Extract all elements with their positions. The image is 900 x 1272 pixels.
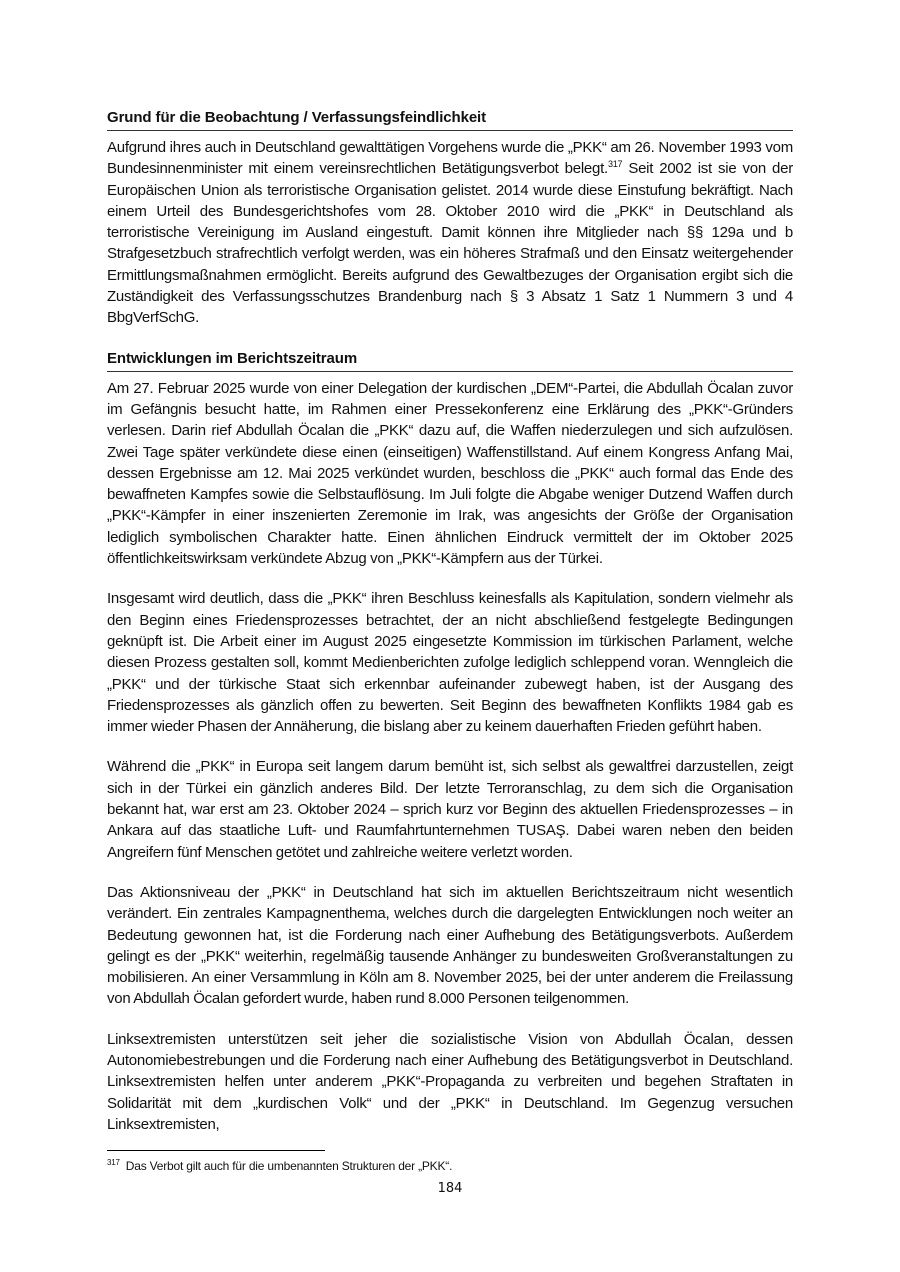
paragraph-text: Aufgrund ihres auch in Deutschland gewalttätigen Vorgehens wurde die „PKK“ am 26. November 1993 vom Bundesinnenminister mit einem vereinsrechtlichen Betätigungsverbot belegt. — [107, 139, 793, 178]
paragraph-text: Seit 2002 ist sie von der Europäischen Union als terroristische Organisation gelistet. 2014 wurde diese Einstufung bekräftigt. Nach einem Urteil des Bundesgerichtshofes vom 28. Oktober 2010 wird die „PKK“ in Deutschland als terroristische Vereinigung im Ausland eingestuft. Damit können ihre Mitglieder nach §§ 129a und b Strafgesetzbuch strafrechtlich verfolgt werden, was ein höheres Strafmaß und den Einsatz weitergehender Ermittlungsmaßnahmen ermöglicht. Bereits aufgrund des Gewaltbezuges der Organisation ergibt sich die Zuständigkeit des Verfassungsschutzes Brandenburg nach § 3 Absatz 1 Satz 1 Nummern 3 und 4 BbgVerfSchG. — [107, 160, 793, 327]
footnote-reference[interactable]: 317 — [607, 159, 623, 170]
paragraph: Das Aktionsniveau der „PKK“ in Deutschland hat sich im aktuellen Berichtszeitraum nicht wesentlich verändert. Ein zentrales Kampagnenthema, welches durch die dargelegten Entwicklungen noch weiter an Bedeutung gewonnen hat, ist die Forderung nach einer Aufhebung des Betätigungsverbots. Außerdem gelingt es der „PKK“ weiterhin, regelmäßig tausende Anhänger zu bundesweiten Großveranstaltungen zu mobilisieren. An einer Versammlung in Köln am 8. November 2025, bei der unter anderem die Freilassung von Abdullah Öcalan gefordert wurde, haben rund 8.000 Personen teilgenommen. — [107, 883, 793, 1008]
paragraph: Während die „PKK“ in Europa seit langem darum bemüht ist, sich selbst als gewaltfrei darzustellen, zeigt sich in der Türkei ein gänzlich anderes Bild. Der letzte Terroranschlag, zu dem sich die Organisation bekannt hat, war erst am 23. Oktober 2024 – sprich kurz vor Beginn des aktuellen Friedensprozesses – in Ankara auf das staatliche Luft- und Raumfahrtunternehmen TUSAŞ. Dabei waren neben den beiden Angreifern fünf Menschen getötet und zahlreiche weitere verletzt worden. — [107, 758, 793, 861]
paragraph-grund — [107, 137, 793, 329]
footnote — [107, 1158, 452, 1174]
page-number: 184 — [437, 1181, 463, 1196]
section-heading-entwicklungen: Entwicklungen im Berichtszeitraum — [107, 349, 793, 372]
paragraph: Linksextremisten unterstützen seit jeher die sozialistische Vision von Abdullah Öcalan, dessen Autonomiebestrebungen und die Forderung nach einer Aufhebung des Betätigungsverbot in Deutschland. Linksextremisten helfen unter anderem „PKK“-Propaganda zu verbreiten und begehen Straftaten in Solidarität mit dem „kurdischen Volk“ und der „PKK“ in Deutschland. Im Gegenzug versuchen Linksextremisten, — [107, 1030, 793, 1133]
footnote-number: 317 — [107, 1158, 120, 1167]
paragraph: Insgesamt wird deutlich, dass die „PKK“ ihren Beschluss keinesfalls als Kapitulation, sondern vielmehr als den Beginn eines Friedensprozesses betrachtet, der an nicht abschließend festgelegte Bedingungen geknüpft ist. Die Arbeit einer im August 2025 eingesetzte Kommission im türkischen Parlament, welche diesen Prozess gestalten soll, kommt Medienberichten zufolge lediglich schleppend voran. Wenngleich die „PKK“ und der türkische Staat sich erkennbar aufeinander zubewegt haben, ist der Ausgang des Friedensprozesses als gänzlich offen zu bewerten. Seit Beginn des bewaffneten Konflikts 1984 gab es immer wieder Phasen der Annäherung, die bislang aber zu keinem dauerhaften Frieden geführt haben. — [107, 590, 793, 736]
footnote-text: Das Verbot gilt auch für die umbenannten Strukturen der „PKK“. — [125, 1159, 453, 1173]
section-heading-grund: Grund für die Beobachtung / Verfassungsfeindlichkeit — [107, 108, 793, 131]
footnote-divider — [107, 1150, 325, 1151]
page-body — [107, 108, 793, 1135]
paragraph: Am 27. Februar 2025 wurde von einer Delegation der kurdischen „DEM“-Partei, die Abdullah Öcalan zuvor im Gefängnis besucht hatte, im Rahmen einer Pressekonferenz eine Erklärung des „PKK“-Gründers verlesen. Darin rief Abdullah Öcalan die „PKK“ dazu auf, die Waffen niederzulegen und sich aufzulösen. Zwei Tage später verkündete diese einen (einseitigen) Waffenstillstand. Auf einem Kongress Anfang Mai, dessen Ergebnisse am 12. Mai 2025 verkündet wurden, beschloss die „PKK“ auch formal das Ende des bewaffneten Kampfes sowie die Selbstauflösung. Im Juli folgte die Abgabe weniger Dutzend Waffen durch „PKK“-Kämpfer in einer inszenierten Zeremonie im Irak, was angesichts der Größe der Organisation lediglich symbolischen Charakter hatte. Einen ähnlichen Eindruck vermittelt der im Oktober 2025 öffentlichkeitswirksam verkündete Abzug von „PKK“-Kämpfern aus der Türkei. — [107, 379, 793, 568]
